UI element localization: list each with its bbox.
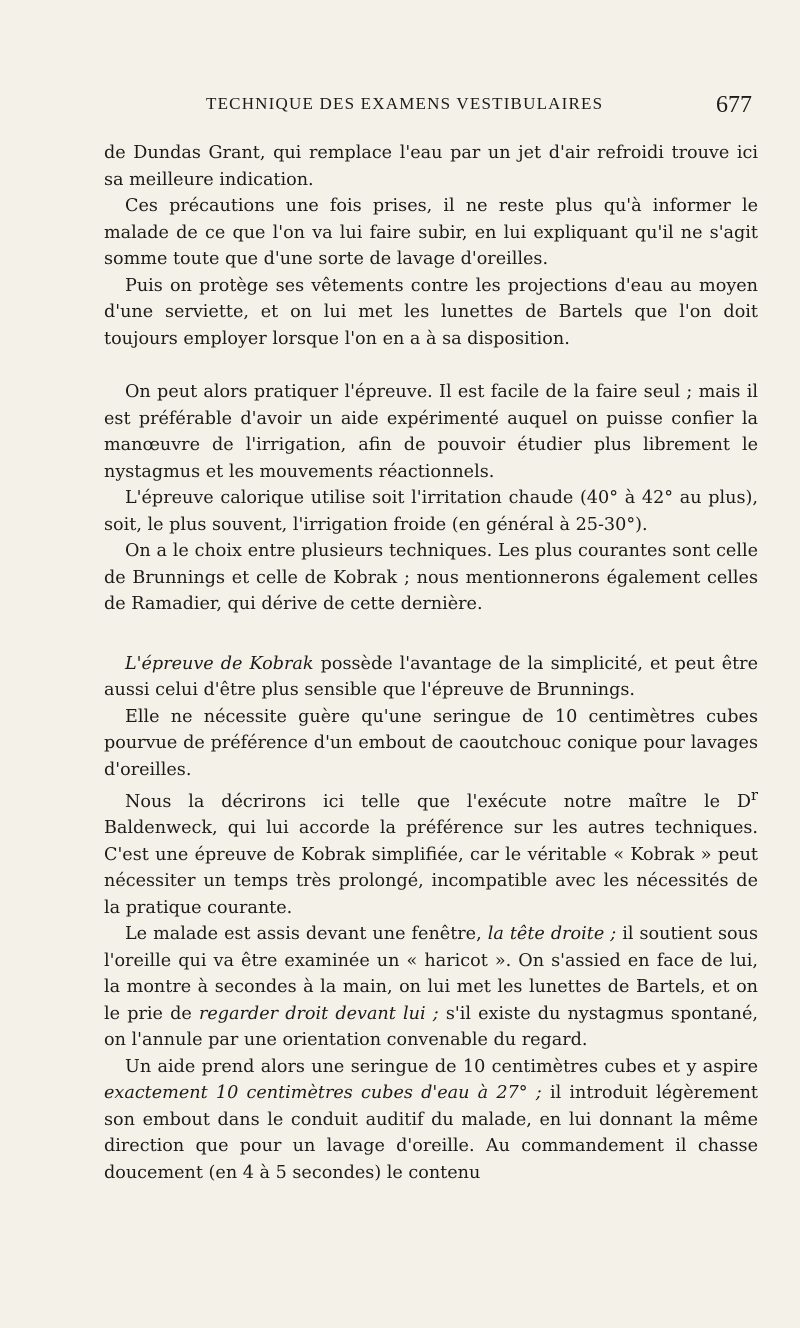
malade-italic2: regarder droit devant lui ; (198, 1003, 439, 1024)
kobrak-italic-lead: L'épreuve de Kobrak (125, 653, 314, 674)
page-header (110, 92, 760, 120)
malade-italic1: la tête droite ; (487, 924, 617, 945)
baldenweck-text-after: Baldenweck, qui lui accorde la préférence sur les autres techniques. C'est une épreuve de Kobrak simplifiée, car le véritable « Kobrak » peut nécessiter un temps très prolongé, incompatible avec les nécessités de la pratique courante. (104, 818, 758, 918)
paragraph-aide-seringue (104, 1054, 758, 1187)
malade-part2: il soutient sous l'oreille qui va être examinée un « haricot ». On s'assied en face de lui, la montre à secondes à la main, on lui met les lunettes de Bartels, et on le prie de (104, 924, 758, 1024)
paragraph-protection: Puis on protège ses vêtements contre les projections d'eau au moyen d'une serviette, et on lui met les lunettes de Bartels que l'on doit toujours employer lorsque l'on en a à sa disposition. (104, 275, 758, 349)
malade-part1: Le malade est assis devant une fenêtre, (125, 924, 488, 945)
paragraph-epreuve-calorique: L'épreuve calorique utilise soit l'irritation chaude (40° à 42° au plus), soit, le plus souvent, l'irrigation froide (en général à 25-30°). (104, 488, 758, 535)
malade-part3: s'il existe du nystagmus spontané, on l'annule par une orientation convenable du regard. (104, 1003, 759, 1051)
aide-part2: il introduit légèrement son embout dans le conduit auditif du malade, en lui donnant la même direction que pour un lavage d'oreille. Au commandement il chasse doucement (en 4 à 5 secondes) le contenu (104, 1083, 758, 1183)
body-text (104, 140, 758, 1186)
paragraph-precautions: Ces précautions une fois prises, il ne reste plus qu'à informer le malade de ce que l'on va lui faire subir, en lui expliquant qu'il ne s'agit somme toute que d'une sorte de lavage d'oreilles. (104, 196, 758, 269)
paragraph-malade-assis (104, 921, 758, 1054)
page-number: 677 (716, 92, 752, 118)
paragraph-baldenweck (104, 783, 758, 921)
running-title: TECHNIQUE DES EXAMENS VESTIBULAIRES (206, 94, 604, 113)
doctor-superscript: r (750, 787, 758, 804)
aide-italic1: exactement 10 centimètres cubes d'eau à 27° ; (104, 1083, 542, 1104)
aide-part1: Un aide prend alors une seringue de 10 centimètres cubes et y aspire (125, 1056, 758, 1077)
paragraph-dundas-grant: de Dundas Grant, qui remplace l'eau par un jet d'air refroidi trouve ici sa meilleure indication. (104, 143, 758, 190)
paragraph-seringue: Elle ne nécessite guère qu'une seringue de 10 centimètres cubes pourvue de préférence d'un embout de caoutchouc conique pour lavages d'oreilles. (104, 706, 758, 780)
kobrak-text: possède l'avantage de la simplicité, et peut être aussi celui d'être plus sensible que l'épreuve de Brunnings. (104, 653, 759, 700)
paragraph-pratiquer-epreuve: On peut alors pratiquer l'épreuve. Il est facile de la faire seul ; mais il est préférable d'avoir un aide expérimenté auquel on puisse confier la manœuvre de l'irrigation, afin de pouvoir étudier plus librement le nystagmus et les mouvements réactionnels. (104, 382, 758, 482)
paragraph-choix-techniques: On a le choix entre plusieurs techniques. Les plus courantes sont celle de Brunnings et celle de Kobrak ; nous mentionnerons également celles de Ramadier, qui dérive de cette dernière. (104, 541, 758, 614)
paragraph-epreuve-kobrak (104, 651, 758, 704)
baldenweck-text-before: Nous la décrirons ici telle que l'exécute notre maître le D (125, 791, 751, 812)
